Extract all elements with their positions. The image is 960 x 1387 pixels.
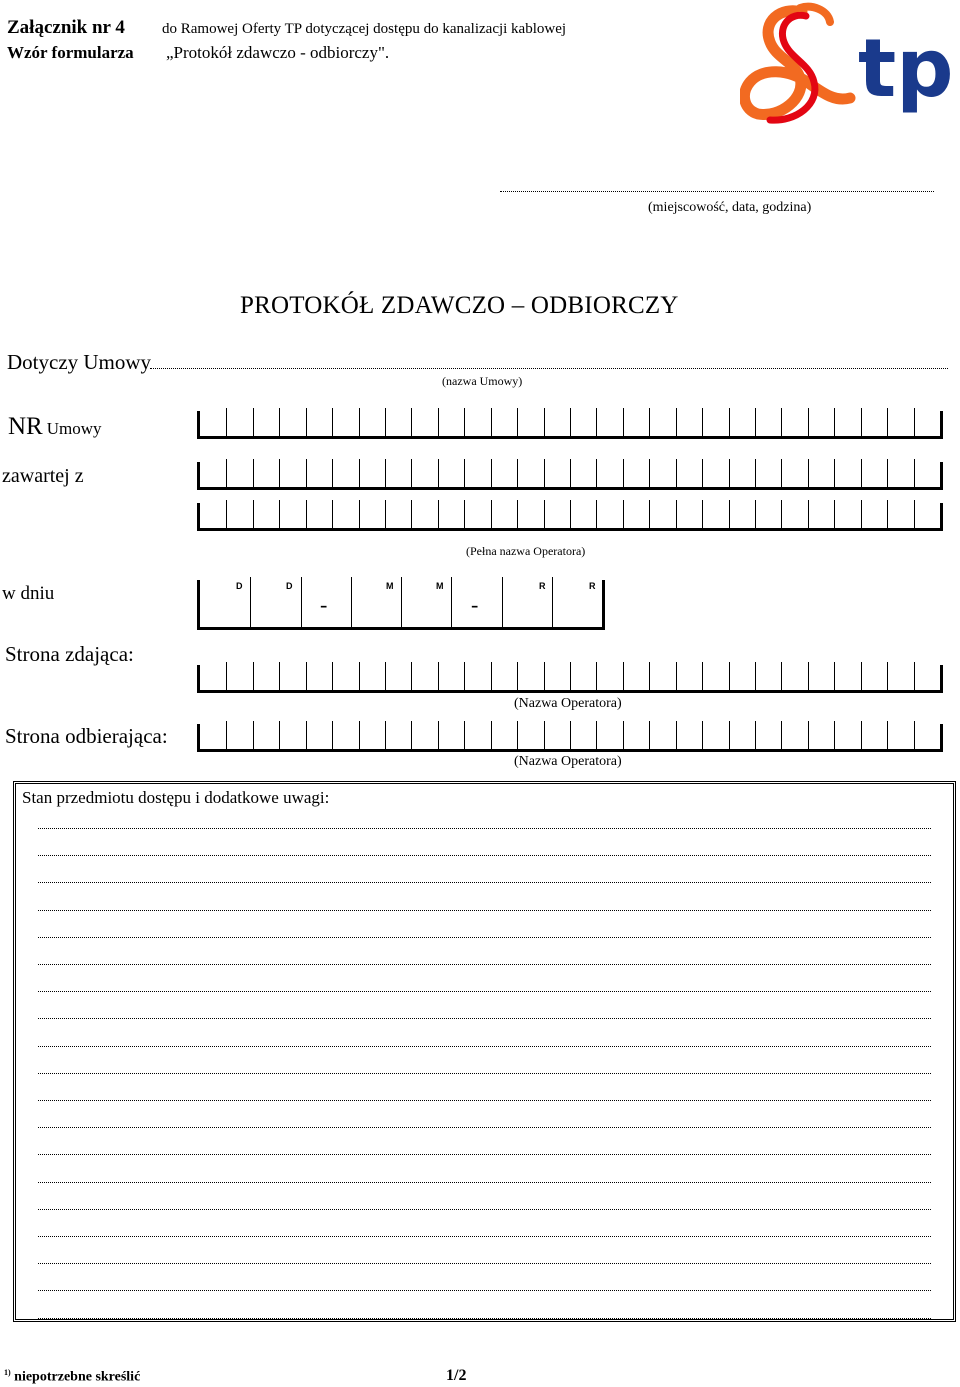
date-separator: - [471,592,479,617]
box-divider [359,721,360,749]
box-divider [544,500,545,528]
box-divider [702,500,703,528]
footnote-text: niepotrzebne skreślić [14,1369,141,1385]
box-divider [755,721,756,749]
box-divider [306,662,307,690]
box-divider [729,500,730,528]
receiving-party-boxes[interactable] [197,724,943,752]
note-line[interactable] [38,1127,931,1128]
place-date-line[interactable] [500,183,934,192]
page-title: PROTOKÓŁ ZDAWCZO – ODBIORCZY [240,292,679,319]
box-divider [914,500,915,528]
date-letter: D [286,581,293,591]
box-divider [623,500,624,528]
box-divider [808,662,809,690]
date-letter: R [539,581,546,591]
date-letter: R [589,581,596,591]
box-divider [702,459,703,487]
box-divider [887,662,888,690]
date-label: w dniu [2,583,55,604]
agreement-name-field[interactable] [150,359,948,369]
box-divider [596,408,597,436]
operator-name-boxes-1[interactable] [197,462,943,490]
box-divider [491,721,492,749]
tp-logo-icon [740,2,950,128]
box-divider [464,500,465,528]
box-divider [861,721,862,749]
agreement-number-boxes[interactable] [197,411,943,439]
box-divider [781,662,782,690]
box-divider [359,662,360,690]
date-letters [197,580,605,600]
note-line[interactable] [38,1018,931,1019]
box-divider [781,721,782,749]
box-divider [438,500,439,528]
box-divider [385,408,386,436]
box-divider [755,662,756,690]
box-divider [570,500,571,528]
box-divider [279,408,280,436]
box-divider [306,408,307,436]
box-divider [332,459,333,487]
box-divider [253,500,254,528]
box-divider [755,408,756,436]
box-divider [861,662,862,690]
footnote-mark: 1) [4,1368,11,1377]
operator-name-boxes-2[interactable] [197,503,943,531]
box-divider [544,721,545,749]
box-divider [464,408,465,436]
note-line[interactable] [38,910,931,911]
note-line[interactable] [38,1318,931,1319]
box-divider [649,721,650,749]
box-divider [517,721,518,749]
box-divider [226,721,227,749]
note-line[interactable] [38,1263,931,1264]
box-divider [226,459,227,487]
notes-label: Stan przedmiotu dostępu i dodatkowe uwagi: [22,788,330,807]
annex-description: do Ramowej Oferty TP dotyczącej dostępu do kanalizacji kablowej [162,21,567,37]
box-divider [544,408,545,436]
tp-logo [740,2,950,128]
box-divider [359,408,360,436]
box-divider [649,662,650,690]
box-divider [253,459,254,487]
box-divider [649,459,650,487]
box-divider [649,500,650,528]
box-divider [491,408,492,436]
box-divider [914,408,915,436]
box-divider [332,500,333,528]
note-line[interactable] [38,828,931,829]
box-divider [491,662,492,690]
box-divider [729,408,730,436]
box-divider [385,662,386,690]
box-divider [306,500,307,528]
notes-box[interactable] [13,781,956,1322]
box-divider [411,721,412,749]
date-letter: M [436,581,444,591]
note-line[interactable] [38,964,931,965]
box-divider [226,408,227,436]
box-divider [570,721,571,749]
box-divider [279,459,280,487]
box-divider [279,721,280,749]
number-label-small: Umowy [46,419,102,438]
box-divider [623,721,624,749]
agreement-caption: (nazwa Umowy) [442,374,523,388]
box-divider [861,408,862,436]
box-divider [464,459,465,487]
box-divider [438,408,439,436]
box-divider [332,721,333,749]
box-divider [411,459,412,487]
box-divider [914,721,915,749]
box-divider [702,408,703,436]
box-divider [306,459,307,487]
box-divider [226,500,227,528]
box-divider [808,408,809,436]
box-divider [596,721,597,749]
box-divider [411,500,412,528]
box-divider [411,662,412,690]
box-divider [623,459,624,487]
box-divider [517,459,518,487]
box-divider [253,721,254,749]
note-line[interactable] [38,1154,931,1155]
form-label: Wzór formularza [7,43,134,62]
box-divider [887,408,888,436]
box-divider [226,662,227,690]
box-divider [914,459,915,487]
box-divider [861,459,862,487]
box-divider [385,459,386,487]
box-divider [676,721,677,749]
box-divider [887,459,888,487]
box-divider [676,459,677,487]
receiving-party-caption: (Nazwa Operatora) [514,754,622,769]
box-divider [676,408,677,436]
box-divider [279,500,280,528]
note-line[interactable] [38,1100,931,1101]
concluded-label: zawartej z [2,465,84,487]
box-divider [676,500,677,528]
box-divider [887,500,888,528]
box-divider [517,662,518,690]
box-divider [359,500,360,528]
box-divider [438,459,439,487]
box-divider [808,459,809,487]
box-divider [729,459,730,487]
form-name: „Protokół zdawczo - odbiorczy". [166,43,390,62]
box-divider [517,500,518,528]
box-divider [570,459,571,487]
box-divider [781,500,782,528]
box-divider [491,459,492,487]
place-date-caption: (miejscowość, data, godzina) [648,200,812,215]
box-divider [834,721,835,749]
box-divider [729,662,730,690]
handing-party-label: Strona zdająca: [5,642,134,666]
box-divider [596,459,597,487]
box-divider [332,408,333,436]
box-divider [834,408,835,436]
handing-party-boxes[interactable] [197,665,943,693]
box-divider [596,662,597,690]
note-line[interactable] [38,991,931,992]
box-divider [411,408,412,436]
box-divider [253,662,254,690]
agreement-label: Dotyczy Umowy [7,350,152,374]
date-separator: - [320,592,328,617]
note-line[interactable] [38,1073,931,1074]
box-divider [306,721,307,749]
box-divider [253,408,254,436]
box-divider [623,662,624,690]
box-divider [544,662,545,690]
box-divider [834,662,835,690]
box-divider [808,721,809,749]
box-divider [385,500,386,528]
note-line[interactable] [38,855,931,856]
concluded-caption: (Pełna nazwa Operatora) [466,544,586,558]
page-number: 1/2 [446,1367,467,1384]
note-line[interactable] [38,1290,931,1291]
box-divider [861,500,862,528]
note-line[interactable] [38,882,931,883]
note-line[interactable] [38,1209,931,1210]
note-line[interactable] [38,1236,931,1237]
box-divider [517,408,518,436]
box-divider [623,408,624,436]
box-divider [755,500,756,528]
box-divider [755,459,756,487]
box-divider [359,459,360,487]
number-label [8,413,102,441]
note-line[interactable] [38,1046,931,1047]
box-divider [914,662,915,690]
box-divider [544,459,545,487]
number-label-big: NR [8,413,43,440]
date-letter: D [236,581,243,591]
box-divider [438,662,439,690]
box-divider [570,408,571,436]
note-line[interactable] [38,1182,931,1183]
box-divider [596,500,597,528]
box-divider [570,662,571,690]
box-divider [834,500,835,528]
box-divider [464,662,465,690]
box-divider [438,721,439,749]
annex-label: Załącznik nr 4 [7,17,125,38]
receiving-party-label: Strona odbierająca: [5,724,168,748]
note-line[interactable] [38,937,931,938]
logo-text: tp [858,22,950,115]
box-divider [702,721,703,749]
box-divider [332,662,333,690]
box-divider [729,721,730,749]
box-divider [781,408,782,436]
box-divider [808,500,809,528]
box-divider [464,721,465,749]
footnote [4,1368,140,1386]
box-divider [279,662,280,690]
box-divider [385,721,386,749]
box-divider [702,662,703,690]
box-divider [676,662,677,690]
box-divider [491,500,492,528]
box-divider [649,408,650,436]
box-divider [834,459,835,487]
box-divider [887,721,888,749]
date-letter: M [386,581,394,591]
handing-party-caption: (Nazwa Operatora) [514,696,622,711]
box-divider [781,459,782,487]
